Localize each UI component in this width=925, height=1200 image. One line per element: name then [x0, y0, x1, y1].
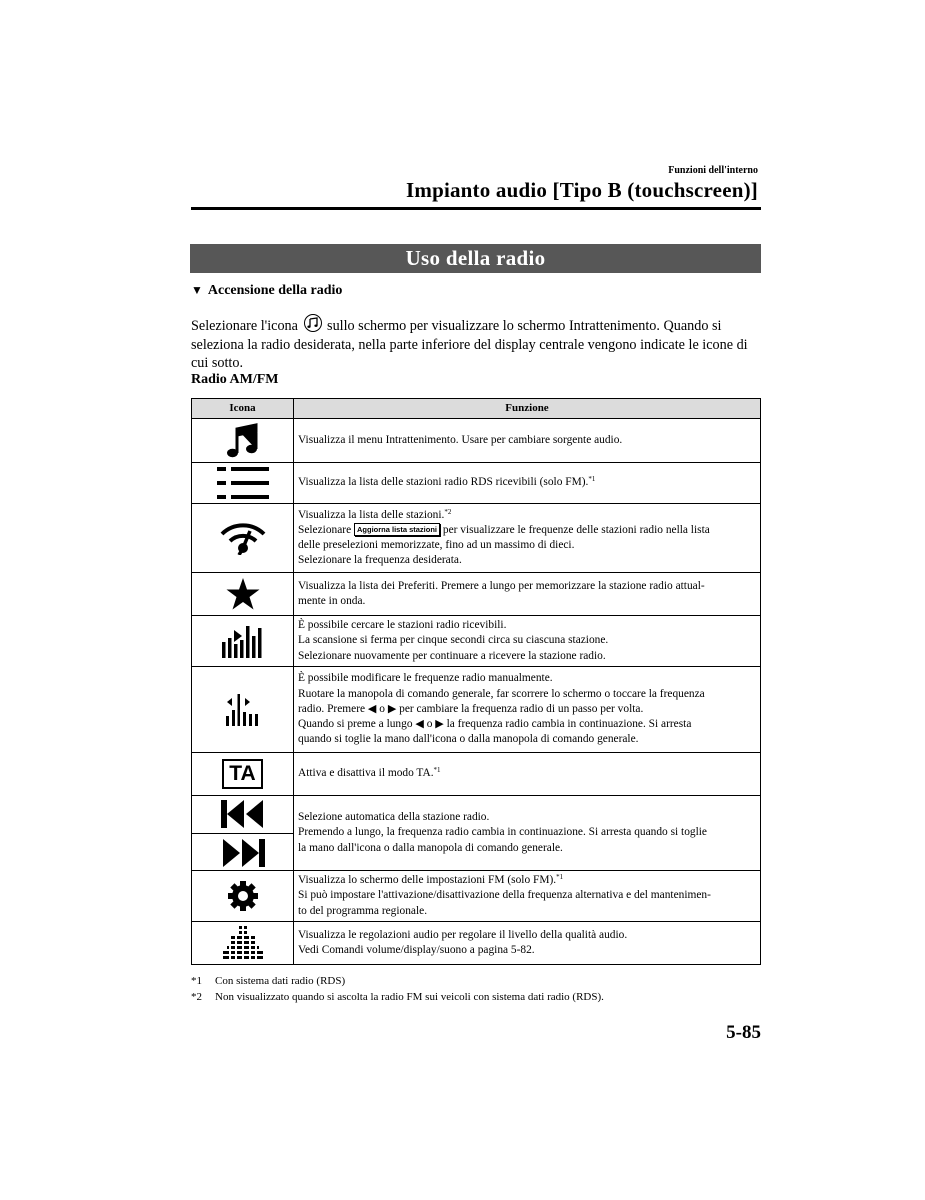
radio-label: Radio AM/FM — [191, 372, 279, 387]
intro-paragraph — [191, 314, 766, 373]
icon-cell — [192, 616, 294, 667]
table-row — [192, 753, 761, 796]
function-cell — [294, 504, 761, 573]
function-cell — [294, 871, 761, 922]
table-row — [192, 463, 761, 504]
ta-icon: TA — [222, 759, 262, 789]
function-text: Ruotare la manopola di comando generale, far scorrere lo schermo o toccare la frequenza — [298, 687, 705, 700]
arrow-left-icon: ◀ — [415, 718, 424, 731]
function-cell — [294, 419, 761, 463]
gear-icon — [228, 881, 258, 911]
function-text: È possibile cercare le stazioni radio ricevibili. — [298, 619, 507, 632]
intro-part2: sullo schermo per visualizzare lo schermo Intrattenimento. Quando si seleziona la radio desiderata, nella parte inferiore del display centrale vengono indicate le icone di cui sotto. — [191, 318, 748, 371]
function-text: quando si toglie la mano dall'icona o dalla manopola di comando generale. — [298, 733, 639, 746]
function-text: mente in onda. — [298, 595, 366, 607]
footnote-mark: *1 — [191, 975, 202, 987]
function-text: Attiva e disattiva il modo TA.$^{*1}$ — [298, 766, 441, 780]
list-icon — [217, 467, 269, 499]
function-text-part: per visualizzare le frequenze delle stazioni radio nella lista — [442, 523, 710, 536]
icon-cell — [192, 504, 294, 573]
function-text: Selezione automatica della stazione radio. — [298, 811, 490, 824]
function-cell — [294, 667, 761, 753]
function-text: Vedi Comandi volume/display/suono a pagina 5-82. — [298, 944, 535, 956]
function-text: Premendo a lungo, la frequenza radio cambia in continuazione. Si arresta quando si toglie — [298, 826, 707, 839]
music-note-icon — [304, 314, 322, 332]
function-text: Selezionare nuovamente per continuare a ricevere la stazione radio. — [298, 649, 606, 662]
footnote-text: Con sistema dati radio (RDS) — [215, 975, 346, 987]
aggiorna-lista-stazioni-button: Aggiorna lista stazioni — [354, 523, 440, 536]
table-row — [192, 573, 761, 616]
table-row — [192, 922, 761, 965]
table-row — [192, 504, 761, 573]
icon-cell — [192, 796, 294, 871]
function-cell — [294, 463, 761, 504]
col-icon-header: Icona — [192, 399, 294, 419]
subheading-text: Accensione della radio — [207, 283, 343, 298]
scan-icon — [222, 624, 264, 658]
function-text — [298, 717, 756, 732]
footnote-text: Non visualizzato quando si ascolta la radio FM sui veicoli con sistema dati radio (RDS). — [215, 991, 604, 1003]
function-cell — [294, 796, 761, 871]
icon-cell — [192, 871, 294, 922]
function-text-part: o — [426, 718, 433, 731]
function-text — [298, 702, 756, 717]
table-row — [192, 796, 761, 871]
footnotes — [191, 973, 604, 1005]
table-row — [192, 616, 761, 667]
section-banner: Uso della radio — [190, 244, 761, 273]
function-text: to del programma regionale. — [298, 904, 428, 917]
icon-cell — [192, 419, 294, 463]
function-text: La scansione si ferma per cinque secondi circa su ciascuna stazione. — [298, 634, 609, 647]
function-text: Visualizza lo schermo delle impostazioni FM (solo FM).$^{*1}$ — [298, 873, 564, 887]
table-row — [192, 419, 761, 463]
music-note-icon — [226, 423, 260, 459]
function-text: Visualizza la lista dei Preferiti. Premere a lungo per memorizzare la stazione radio attual- — [298, 579, 705, 592]
intro-part1: Selezionare l'icona — [191, 318, 298, 334]
icon-cell — [192, 463, 294, 504]
chapter-header: Funzioni dell'interno — [668, 165, 758, 176]
footnote-mark: *2 — [191, 991, 202, 1003]
table-row — [192, 667, 761, 753]
function-text-part: la frequenza radio cambia in continuazione. Si arresta — [446, 718, 692, 731]
function-cell — [294, 922, 761, 965]
function-text: delle preselezioni memorizzate, fino ad un massimo di dieci. — [298, 539, 575, 551]
function-text: Visualizza il menu Intrattenimento. Usare per cambiare sorgente audio. — [298, 433, 623, 446]
star-icon — [226, 578, 260, 610]
equalizer-icon — [223, 926, 263, 960]
function-text-part: radio. Premere — [298, 702, 366, 715]
footnote — [191, 989, 604, 1005]
table-header-row — [192, 399, 761, 419]
tune-icon — [226, 694, 260, 726]
function-text — [298, 523, 756, 538]
function-text-part: Selezionare — [298, 523, 352, 536]
function-text-part: per cambiare la frequenza radio di un passo per volta. — [399, 702, 644, 715]
arrow-left-icon: ◀ — [367, 702, 377, 715]
function-text-part: o — [379, 702, 385, 715]
function-text: Visualizza la lista delle stazioni radio RDS ricevibili (solo FM).$^{*1}$ — [298, 475, 596, 489]
function-text: la mano dall'icona o dalla manopola di comando generale. — [298, 841, 563, 854]
function-text-part: Quando si preme a lungo — [298, 718, 413, 731]
arrow-right-icon: ▶ — [387, 702, 397, 715]
title-rule — [191, 207, 761, 210]
function-table — [191, 398, 761, 965]
function-text: Visualizza la lista delle stazioni.$^{*2}$ — [298, 507, 452, 521]
seek-back-icon — [221, 800, 265, 828]
page-number: 5-85 — [726, 1022, 761, 1043]
triangle-down-icon: ▼ — [191, 283, 203, 297]
table-row — [192, 871, 761, 922]
function-cell — [294, 573, 761, 616]
seek-forward-icon — [221, 839, 265, 867]
icon-cell — [192, 667, 294, 753]
arrow-right-icon: ▶ — [435, 718, 444, 731]
function-text: Visualizza le regolazioni audio per regolare il livello della qualità audio. — [298, 928, 628, 941]
function-cell — [294, 616, 761, 667]
signal-icon — [219, 521, 267, 555]
footnote — [191, 973, 604, 989]
function-cell — [294, 753, 761, 796]
page-title: Impianto audio [Tipo B (touchscreen)] — [406, 178, 758, 202]
col-function-header: Funzione — [294, 399, 761, 419]
icon-cell — [192, 753, 294, 796]
icon-cell — [192, 922, 294, 965]
function-text: Selezionare la frequenza desiderata. — [298, 554, 462, 567]
function-text: Si può impostare l'attivazione/disattivazione della frequenza alternativa e del mantenimen- — [298, 889, 711, 902]
icon-cell — [192, 573, 294, 616]
subheading — [191, 283, 342, 299]
function-text: È possibile modificare le frequenze radio manualmente. — [298, 672, 553, 685]
